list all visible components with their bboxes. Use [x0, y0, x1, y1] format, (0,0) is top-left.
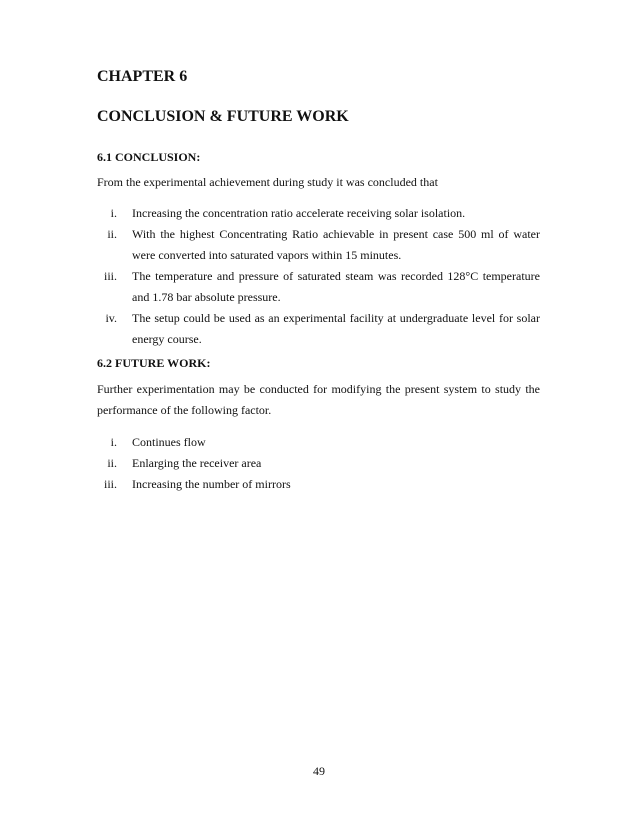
- future-work-list: [97, 432, 540, 495]
- list-item-number: iv.: [105, 311, 117, 325]
- chapter-title: CONCLUSION & FUTURE WORK: [97, 108, 349, 125]
- chapter-heading: CHAPTER 6: [97, 68, 188, 85]
- conclusion-list: [97, 203, 540, 350]
- list-item-number: i.: [110, 206, 117, 220]
- list-item-number: iii.: [103, 477, 117, 491]
- list-item: [97, 308, 540, 350]
- list-item-number: iii.: [103, 269, 117, 283]
- list-item: [97, 224, 540, 266]
- list-item-text: The temperature and pressure of saturated steam was recorded 128°C temperature and 1.78 bar absolute pressure.: [132, 269, 540, 304]
- list-item-text: Enlarging the receiver area: [132, 456, 262, 470]
- list-item-number: ii.: [107, 227, 117, 241]
- list-item: [97, 432, 540, 453]
- list-item: [97, 266, 540, 308]
- list-item: [97, 453, 540, 474]
- list-item-text: With the highest Concentrating Ratio achievable in present case 500 ml of water were converted into saturated vapors within 15 minutes.: [132, 227, 540, 262]
- list-item: [97, 474, 540, 495]
- list-item-text: Continues flow: [132, 435, 206, 449]
- list-item-number: i.: [110, 435, 117, 449]
- conclusion-heading: 6.1 CONCLUSION:: [97, 150, 201, 164]
- list-item-number: ii.: [107, 456, 117, 470]
- list-item-text: Increasing the number of mirrors: [132, 477, 291, 491]
- future-work-heading: 6.2 FUTURE WORK:: [97, 356, 211, 370]
- conclusion-intro: From the experimental achievement during study it was concluded that: [97, 175, 438, 189]
- list-item-text: The setup could be used as an experimental facility at undergraduate level for solar energy course.: [132, 311, 540, 346]
- future-work-intro: Further experimentation may be conducted for modifying the present system to study the performance of the following factor.: [97, 382, 540, 417]
- list-item: [97, 203, 540, 224]
- page-number: 49: [313, 764, 325, 778]
- list-item-text: Increasing the concentration ratio accelerate receiving solar isolation.: [132, 206, 466, 220]
